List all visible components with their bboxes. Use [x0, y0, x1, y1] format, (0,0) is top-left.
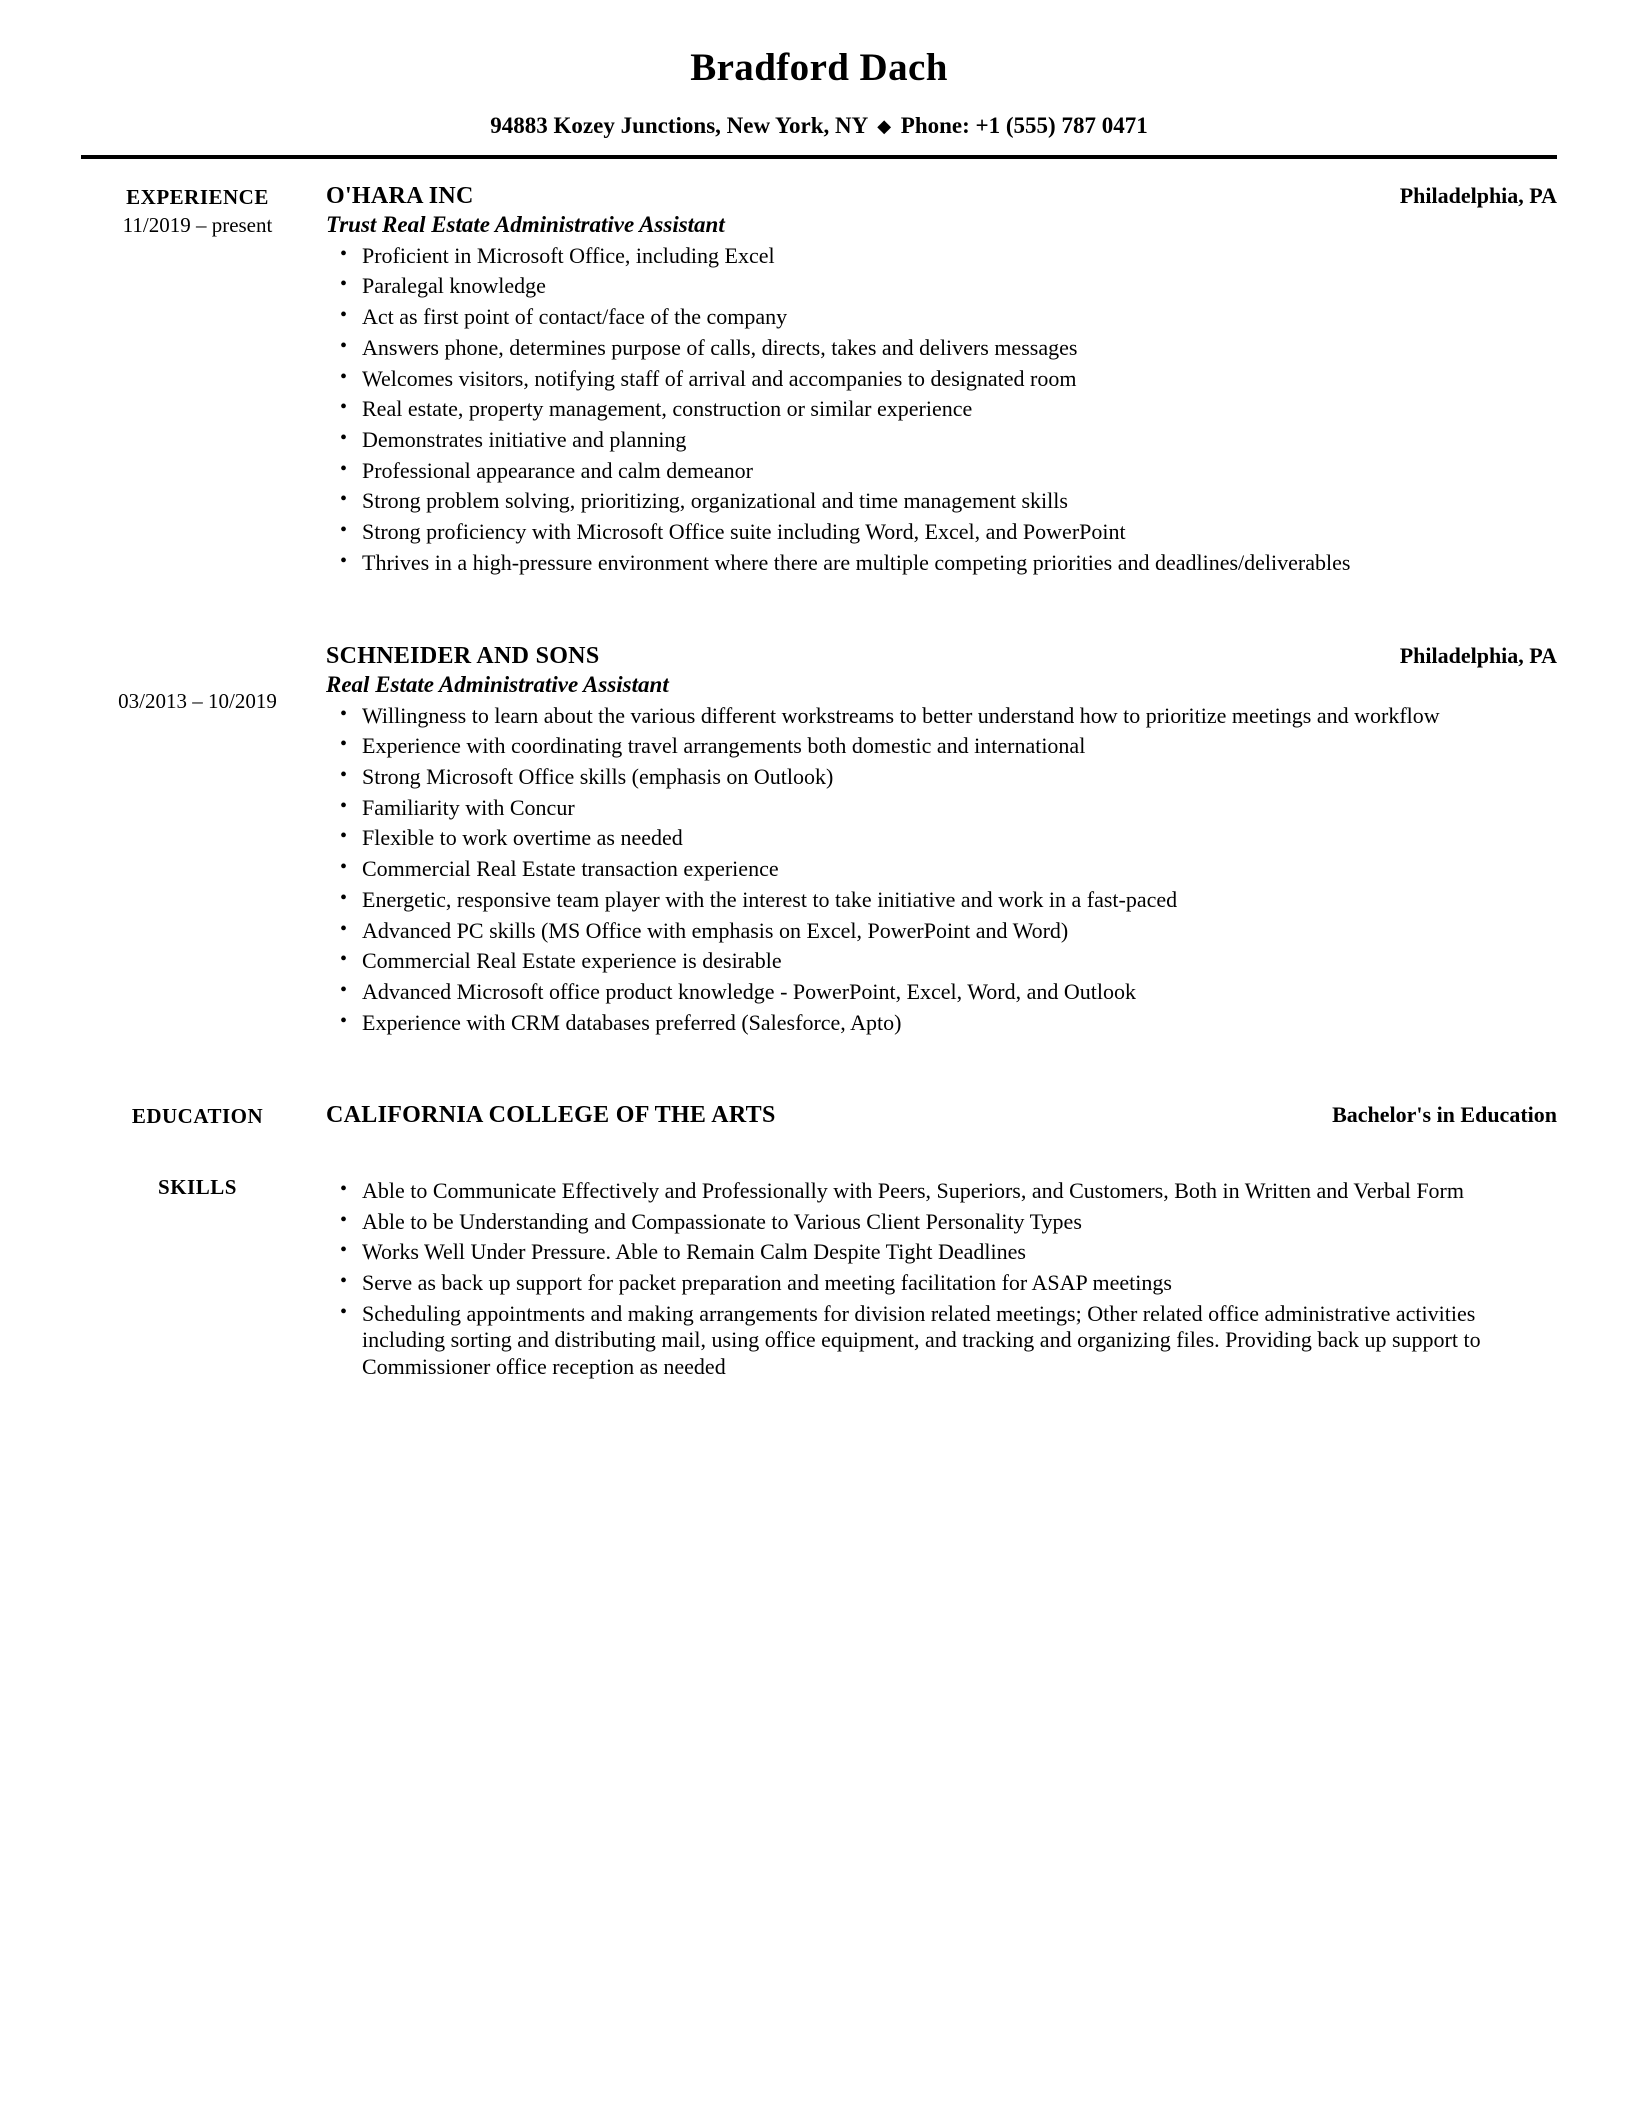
- section-label-experience: EXPERIENCE: [126, 184, 269, 209]
- education-section: [81, 1102, 1557, 1130]
- list-item: • Energetic, responsive team player with the interest to take initiative and work in a fast-paced: [326, 887, 1557, 914]
- experience-location-1: Philadelphia, PA: [1399, 642, 1557, 668]
- list-item: • Strong Microsoft Office skills (emphasis on Outlook): [326, 764, 1557, 791]
- experience-section-2: [81, 643, 1557, 1041]
- education-gutter: [81, 1102, 326, 1130]
- list-item: • Works Well Under Pressure. Able to Remain Calm Despite Tight Deadlines: [326, 1239, 1557, 1266]
- experience-company-0: O'HARA INC: [326, 182, 474, 209]
- experience-title-1: Real Estate Administrative Assistant: [326, 671, 669, 697]
- list-item: • Strong problem solving, prioritizing, organizational and time management skills: [326, 488, 1557, 515]
- education-school: CALIFORNIA COLLEGE OF THE ARTS: [326, 1102, 776, 1129]
- list-item: • Act as first point of contact/face of the company: [326, 304, 1557, 331]
- skills-bullets: [326, 1178, 1557, 1381]
- list-item: • Proficient in Microsoft Office, including Excel: [326, 243, 1557, 270]
- list-item: • Welcomes visitors, notifying staff of arrival and accompanies to designated room: [326, 366, 1557, 393]
- contact-line: [81, 111, 1557, 141]
- experience-bullets-0: [326, 243, 1557, 577]
- experience-section: [81, 183, 1557, 581]
- contact-address: 94883 Kozey Junctions, New York, NY: [490, 112, 868, 138]
- list-item: • Answers phone, determines purpose of calls, directs, takes and delivers messages: [326, 335, 1557, 362]
- list-item: • Advanced PC skills (MS Office with emphasis on Excel, PowerPoint and Word): [326, 918, 1557, 945]
- experience-header-0: [326, 183, 1557, 210]
- section-label-skills: SKILLS: [158, 1174, 237, 1199]
- resume-document: [81, 44, 1557, 1385]
- experience-date-0: 11/2019 – present: [122, 212, 273, 237]
- diamond-separator-icon: ◆: [877, 115, 892, 136]
- skills-section: [81, 1173, 1557, 1385]
- list-item: • Commercial Real Estate experience is desirable: [326, 948, 1557, 975]
- experience-gutter-2: [81, 643, 326, 716]
- list-item: • Able to be Understanding and Compassionate to Various Client Personality Types: [326, 1209, 1557, 1236]
- experience-gutter: [81, 183, 326, 241]
- education-entry: [326, 1102, 1557, 1129]
- list-item: • Familiarity with Concur: [326, 795, 1557, 822]
- list-item: • Advanced Microsoft office product knowledge - PowerPoint, Excel, Word, and Outlook: [326, 979, 1557, 1006]
- list-item: • Experience with coordinating travel arrangements both domestic and international: [326, 733, 1557, 760]
- education-header: [326, 1102, 1557, 1129]
- section-label-education: EDUCATION: [131, 1104, 264, 1129]
- list-item: • Scheduling appointments and making arrangements for division related meetings; Other related office administrative activities including sorting and distributing mail, using office equipment, and tracking and organizing files. Providing back up support to Commissioner office reception as needed: [326, 1301, 1557, 1381]
- experience-company-1: SCHNEIDER AND SONS: [326, 642, 600, 669]
- list-item: • Experience with CRM databases preferred (Salesforce, Apto): [326, 1010, 1557, 1037]
- experience-entry-1: [326, 643, 1557, 1041]
- experience-title-0: Trust Real Estate Administrative Assistant: [326, 211, 725, 237]
- list-item: • Paralegal knowledge: [326, 273, 1557, 300]
- list-item: • Professional appearance and calm demeanor: [326, 458, 1557, 485]
- experience-date-1: 03/2013 – 10/2019: [118, 688, 277, 713]
- list-item: • Demonstrates initiative and planning: [326, 427, 1557, 454]
- list-item: • Serve as back up support for packet preparation and meeting facilitation for ASAP meetings: [326, 1270, 1557, 1297]
- list-item: • Flexible to work overtime as needed: [326, 825, 1557, 852]
- skills-content: [326, 1173, 1557, 1385]
- experience-location-0: Philadelphia, PA: [1399, 182, 1557, 208]
- list-item: • Real estate, property management, construction or similar experience: [326, 396, 1557, 423]
- list-item: • Able to Communicate Effectively and Professionally with Peers, Superiors, and Customers, Both in Written and Verbal Form: [326, 1178, 1557, 1205]
- experience-entry-0: [326, 183, 1557, 581]
- contact-phone: Phone: +1 (555) 787 0471: [900, 112, 1148, 138]
- education-degree: Bachelor's in Education: [1332, 1102, 1557, 1128]
- experience-bullets-1: [326, 703, 1557, 1037]
- list-item: • Strong proficiency with Microsoft Office suite including Word, Excel, and PowerPoint: [326, 519, 1557, 546]
- list-item: • Commercial Real Estate transaction experience: [326, 856, 1557, 883]
- experience-header-1: [326, 643, 1557, 670]
- candidate-name: Bradford Dach: [690, 46, 948, 89]
- skills-gutter: [81, 1173, 326, 1201]
- list-item: • Willingness to learn about the various different workstreams to better understand how to prioritize meetings and workflow: [326, 703, 1557, 730]
- list-item: • Thrives in a high-pressure environment where there are multiple competing priorities and deadlines/deliverables: [326, 550, 1557, 577]
